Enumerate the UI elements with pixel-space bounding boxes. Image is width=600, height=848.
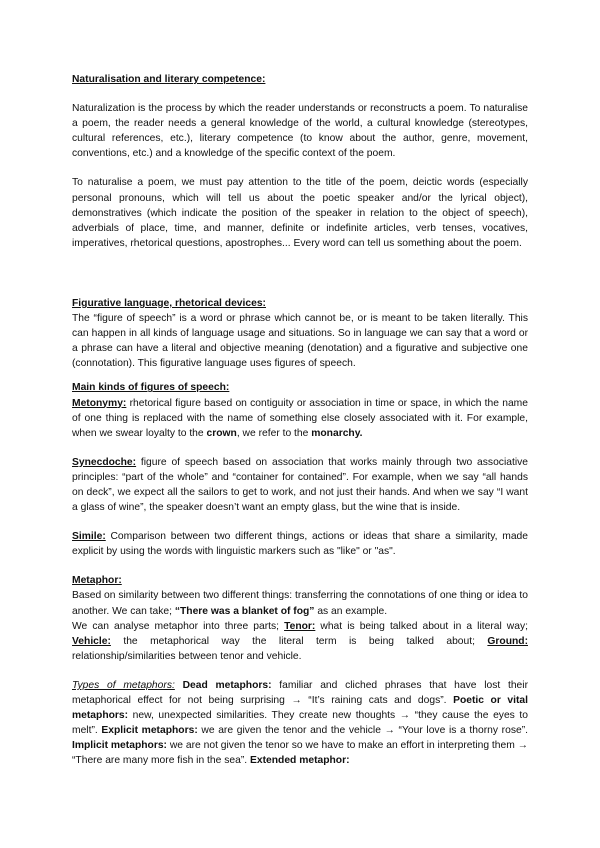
term-ground: Ground: [487, 635, 528, 647]
term-explicit-metaphors: Explicit metaphors: [101, 725, 198, 737]
example-monarchy: monarchy. [311, 427, 363, 439]
example-crown: crown [206, 427, 237, 439]
term-simile: Simile: [72, 531, 106, 543]
paragraph-naturalisation-2: To naturalise a poem, we must pay attention to the title of the poem, deictic words (especially personal pronouns, which will tell us about the poetic speaker and/or the lyrical object), demonstratives (which indicate the position of the speaker in relation to the object of speech), adverbials of place, time, and manner, definite or indefinite articles, verb tenses, vocatives, imperatives, rhetorical questions, apostrophes... Every word can tell us something about the poem. [72, 177, 528, 249]
section-heading-figurative: Figurative language, rhetorical devices: [72, 297, 266, 309]
paragraph-figurative-1: The “figure of speech” is a word or phrase which cannot be, or is meant to be taken literally. This can happen in all kinds of language usage and situations. So in language we can say that a word or a phrase can have a literal and objective meaning (denotation) and a figurative and subjective one (connotation). This figurative language uses figures of speech. [72, 313, 528, 370]
term-synecdoche: Synecdoche: [72, 456, 137, 468]
term-vehicle: Vehicle: [72, 635, 111, 647]
term-implicit-metaphors: Implicit metaphors: [72, 740, 167, 752]
term-poetic-metaphors: Poetic or vital metaphors: [72, 695, 528, 722]
paragraph-simile: Simile: Comparison between two different things, actions or ideas that share a similarity, made explicit by using the words with linguistic markers such as "like" or "as". [72, 531, 528, 558]
paragraph-types-of-metaphors: Types of metaphors: Dead metaphors: familiar and cliched phrases that have lost their metaphorical effect for not being surprising → “It’s raining cats and dogs”. Poetic or vital metaphors: new, unexpected similarities. They create new thoughts → “they cause the eyes to melt”. Explicit metaphors: we are given the tenor and the vehicle → “Your love is a thorny rose”. Implicit metaphors: we are not given the tenor so we have to make an effort in interpreting them → “There are many more fish in the sea”. Extended metaphor: [72, 679, 528, 767]
paragraph-metonymy: Metonymy: rhetorical figure based on contiguity or association in time or space, in which the name of one thing is replaced with the name of something else closely associated with it. For example, when we swear loyalty to the crown, we refer to the monarchy. [72, 397, 528, 439]
paragraph-naturalisation-1: Naturalization is the process by which the reader understands or reconstructs a poem. To naturalise a poem, the reader needs a general knowledge of the world, a cultural knowledge (stereotypes, cultural references, etc.), literary competence (to know about the author, genre, movement, conventions, etc.) and a knowledge of the specific context of the poem. [72, 103, 528, 160]
section-heading-metaphor: Metaphor: [72, 575, 122, 587]
section-heading-kinds: Main kinds of figures of speech: [72, 382, 230, 394]
term-metonymy: Metonymy: [72, 397, 127, 409]
term-dead-metaphors: Dead metaphors: [174, 679, 272, 691]
term-extended-metaphor: Extended metaphor: [249, 755, 350, 767]
example-blanket-of-fog: “There was a blanket of fog” [174, 605, 315, 617]
label-types-of-metaphors: Types of metaphors: [72, 679, 175, 691]
paragraph-synecdoche: Synecdoche: figure of speech based on association that works mainly through two associative principles: “part of the whole” and “container for contained”. For example, when we say “all hands on deck”, we expect all the sailors to get to work, and not just their hands. And when we say “I want a glass of wine”, the speaker doesn’t want an empty glass, but the wine that is inside. [72, 456, 528, 514]
term-tenor: Tenor: [284, 620, 316, 632]
paragraph-metaphor-2: We can analyse metaphor into three parts; Tenor: what is being talked about in a literal way; Vehicle: the metaphorical way the literal term is being talked about; Ground: relationship/similarities between tenor and vehicle. [72, 620, 528, 662]
document-page [72, 72, 528, 768]
paragraph-metaphor-1: Based on similarity between two different things: transferring the connotations of one thing or idea to another. We can take; “There was a blanket of fog” as an example. [72, 590, 529, 617]
section-heading-naturalisation: Naturalisation and literary competence: [72, 74, 266, 85]
